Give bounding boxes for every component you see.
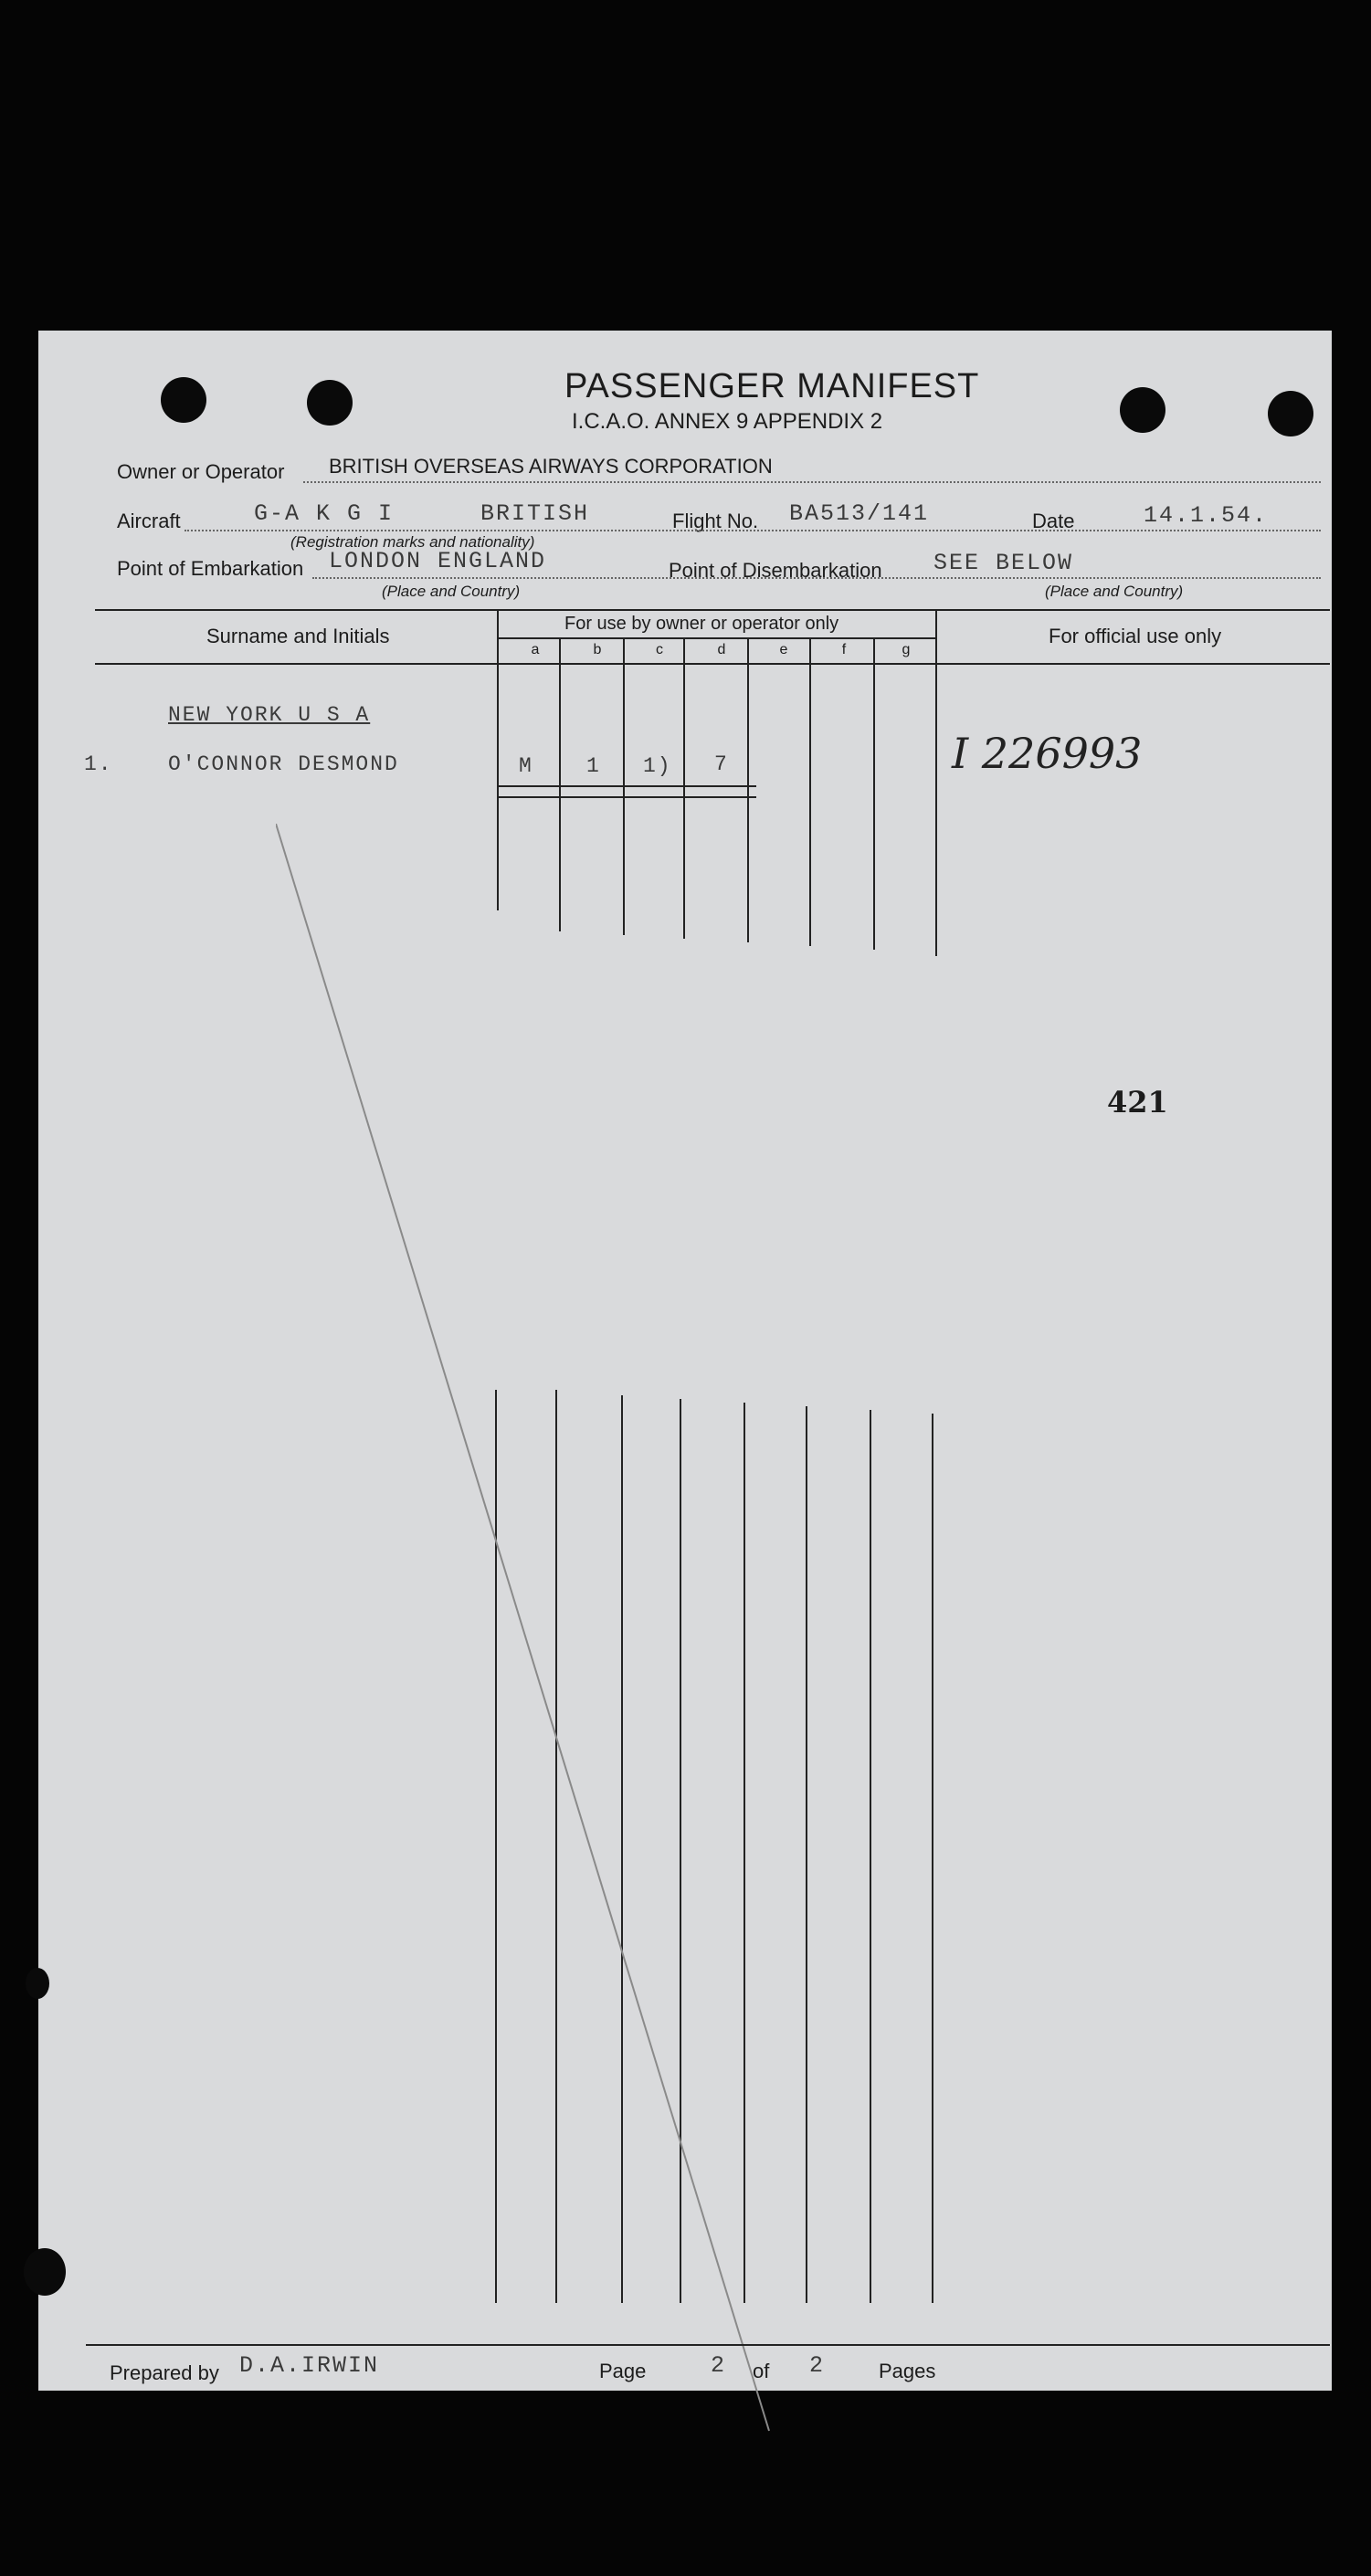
- column-d-header: d: [717, 642, 726, 657]
- punch-hole: [1268, 391, 1313, 436]
- flight-number: BA513/141: [789, 500, 930, 527]
- column-f-header: f: [841, 642, 847, 657]
- column-b-header: b: [593, 642, 602, 657]
- column-divider: [935, 609, 937, 956]
- footer-rule: [86, 2344, 1330, 2346]
- destination-heading: NEW YORK U S A: [168, 703, 371, 727]
- aircraft-registration: G-A K G I: [254, 500, 395, 527]
- passenger-column-d: 7: [714, 752, 729, 776]
- page-label: Page: [599, 2360, 647, 2382]
- column-divider: [873, 637, 875, 950]
- disembarkation-label: Point of Disembarkation: [669, 559, 882, 582]
- passenger-row-number: 1.: [84, 752, 113, 776]
- flight-label: Flight No.: [672, 510, 759, 532]
- passenger-sex: M: [519, 754, 533, 778]
- official-use-header: For official use only: [1049, 625, 1222, 647]
- passenger-name: O'CONNOR DESMOND: [168, 752, 399, 776]
- form-subtitle: I.C.A.O. ANNEX 9 APPENDIX 2: [572, 409, 883, 434]
- punch-hole: [1120, 387, 1165, 433]
- prepared-by-value: D.A.IRWIN: [239, 2352, 380, 2379]
- embarkation-value: LONDON ENGLAND: [329, 548, 547, 574]
- owner-use-header: For use by owner or operator only: [564, 614, 839, 634]
- prepared-by-label: Prepared by: [110, 2361, 219, 2384]
- date-label: Date: [1032, 510, 1075, 532]
- aircraft-label: Aircraft: [117, 510, 181, 532]
- column-g-header: g: [902, 642, 911, 657]
- punch-hole: [24, 2248, 66, 2296]
- registration-note: (Registration marks and nationality): [290, 533, 535, 551]
- owner-value: BRITISH OVERSEAS AIRWAYS CORPORATION: [329, 455, 773, 478]
- column-divider: [870, 1410, 871, 2303]
- form-title: PASSENGER MANIFEST: [564, 367, 980, 405]
- column-c-header: c: [656, 642, 663, 657]
- passenger-column-c: 1): [643, 754, 672, 778]
- column-divider: [932, 1414, 933, 2303]
- manifest-sheet: [38, 331, 1332, 2391]
- total-pages: 2: [809, 2352, 826, 2379]
- passenger-underline: [497, 796, 756, 798]
- column-letter-rule: [497, 637, 935, 639]
- owner-label: Owner or Operator: [117, 460, 285, 483]
- official-number: 421: [1107, 1085, 1168, 1120]
- column-e-header: e: [779, 642, 788, 657]
- punch-hole: [161, 377, 206, 423]
- embarkation-note: (Place and Country): [382, 583, 521, 600]
- official-handwritten-entry: I 226993: [952, 729, 1143, 778]
- column-a-header: a: [531, 642, 540, 657]
- aircraft-nationality: BRITISH: [480, 500, 590, 527]
- embarkation-label: Point of Embarkation: [117, 557, 304, 580]
- disembarkation-value: SEE BELOW: [933, 550, 1074, 576]
- table-header-rule: [95, 663, 1330, 665]
- passenger-column-b: 1: [586, 754, 601, 778]
- column-divider: [809, 637, 811, 946]
- passenger-underline: [497, 785, 756, 787]
- column-divider: [806, 1406, 807, 2303]
- punch-hole: [26, 1968, 49, 1999]
- page-number: 2: [711, 2352, 727, 2379]
- owner-dotted-line: [303, 481, 1321, 483]
- pencil-stroke: [276, 824, 787, 2449]
- pages-label: Pages: [879, 2360, 936, 2382]
- date-value: 14.1.54.: [1144, 502, 1269, 529]
- disembarkation-note: (Place and Country): [1045, 583, 1184, 600]
- of-label: of: [753, 2360, 770, 2382]
- punch-hole: [307, 380, 353, 426]
- surname-header: Surname and Initials: [206, 625, 390, 647]
- table-top-rule: [95, 609, 1330, 611]
- embarkation-dotted-line: [312, 577, 1321, 579]
- aircraft-dotted-line: [185, 530, 1321, 531]
